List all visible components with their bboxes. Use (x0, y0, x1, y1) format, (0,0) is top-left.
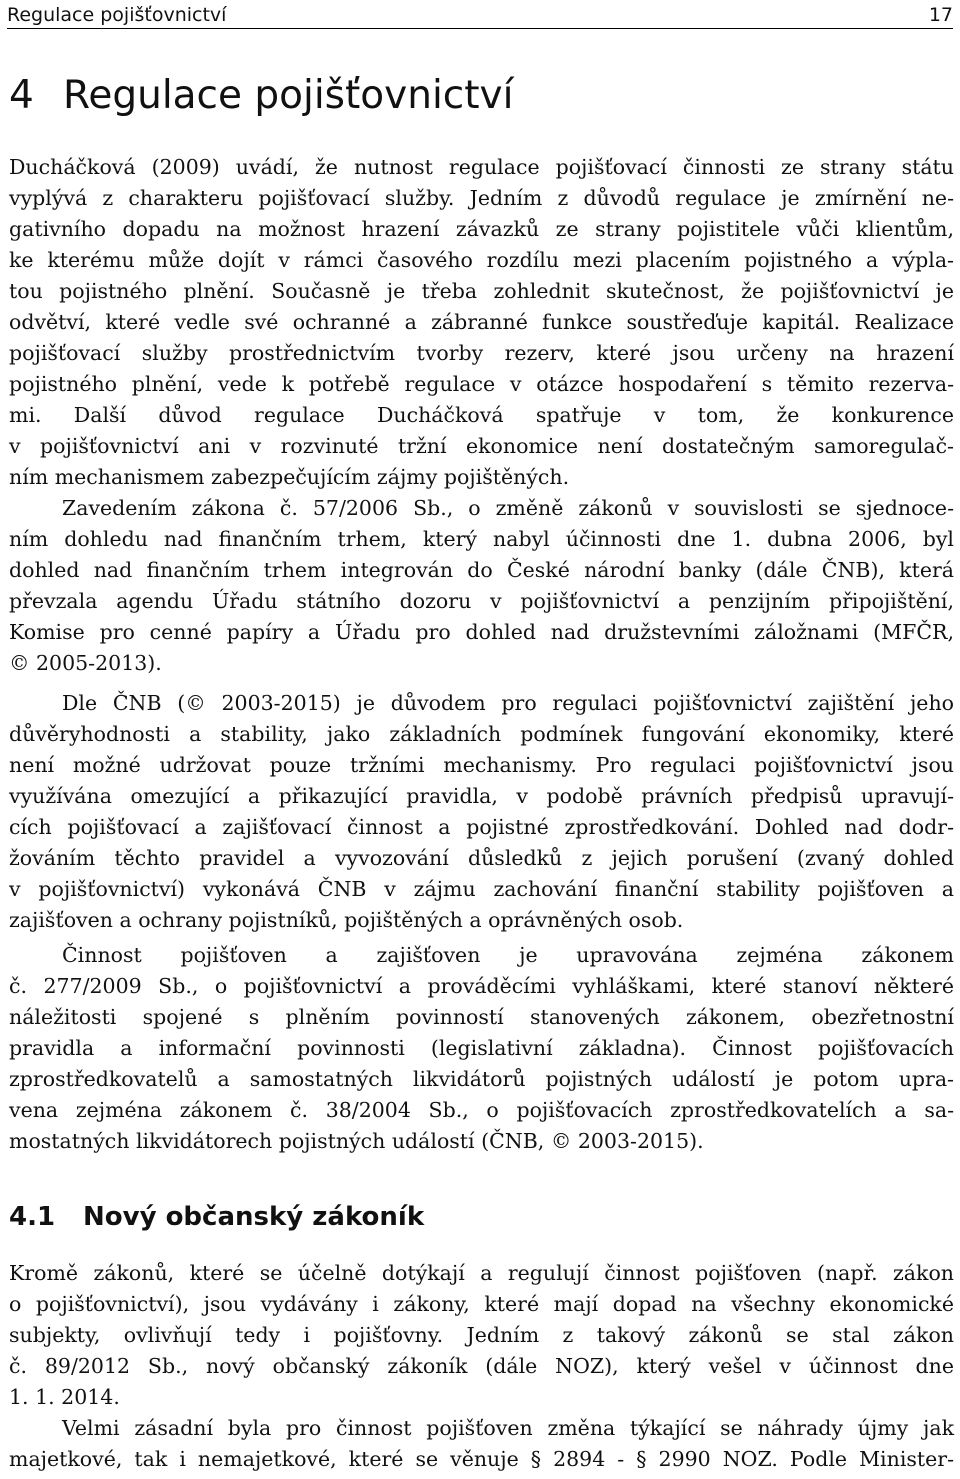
text-line: odvětví, které vedle své ochranné a zábranné funkce soustřeďuje kapitál. Realizace (9, 310, 954, 334)
text-line: náležitosti spojené s plněním povinností stanovených zákonem, obezřetnostní (9, 1005, 954, 1029)
text-line: subjekty, ovlivňují tedy i pojišťovny. Jedním z takový zákonů se stal zákon (9, 1323, 954, 1347)
running-header-title: Regulace pojišťovnictví (7, 4, 227, 26)
text-line: žováním těchto pravidel a vyvozování důsledků z jejich porušení (zvaný dohled (9, 846, 954, 870)
text-line: pojistného plnění, vede k potřebě regulace v otázce hospodaření s těmito rezerva- (9, 372, 954, 396)
text-line: majetkové, tak i nemajetkové, které se věnuje § 2894 - § 2990 NOZ. Podle Minister- (9, 1447, 954, 1471)
text-line: č. 277/2009 Sb., o pojišťovnictví a prováděcími vyhláškami, které stanoví některé (9, 974, 954, 998)
text-line: © 2005-2013). (9, 651, 162, 675)
text-line: Komise pro cenné papíry a Úřadu pro dohled nad družstevními záložnami (MFČR, (9, 620, 954, 644)
text-line: dohled nad finančním trhem integrován do České národní banky (dále ČNB), která (9, 558, 954, 582)
text-line: o pojišťovnictví), jsou vydávány i zákony, které mají dopad na všechny ekonomické (9, 1292, 954, 1316)
text-line: tou pojistného plnění. Současně je třeba zohlednit skutečnost, že pojišťovnictví je (9, 279, 954, 303)
running-header (7, 2, 953, 29)
section-title: Nový občanský zákoník (83, 1202, 425, 1232)
text-line: Zavedením zákona č. 57/2006 Sb., o změně zákonů v souvislosti se sjednoce- (62, 496, 954, 520)
text-line: vyplývá z charakteru pojišťovací služby. Jedním z důvodů regulace je zmírnění ne- (9, 186, 954, 210)
text-line: důvěryhodnosti a stability, jako základních podmínek fungování ekonomiky, které (9, 722, 954, 746)
text-line: Činnost pojišťoven a zajišťoven je upravována zejména zákonem (62, 943, 954, 967)
section-heading (9, 1197, 424, 1237)
text-line: Kromě zákonů, které se účelně dotýkají a regulují činnost pojišťoven (např. zákon (9, 1261, 954, 1285)
text-line: pravidla a informační povinnosti (legislativní základna). Činnost pojišťovacích (9, 1036, 954, 1060)
chapter-heading (9, 72, 513, 120)
text-line: mostatných likvidátorech pojistných událostí (ČNB, © 2003-2015). (9, 1129, 704, 1153)
text-line: pojišťovací služby prostřednictvím tvorby rezerv, které jsou určeny na hrazení (9, 341, 954, 365)
text-line: v pojišťovnictví ani v rozvinuté tržní ekonomice není dostatečným samoregulač- (9, 434, 954, 458)
text-line: Dle ČNB (© 2003-2015) je důvodem pro regulaci pojišťovnictví zajištění jeho (62, 691, 954, 715)
text-line: ke kterému může dojít v rámci časového rozdílu mezi placením pojistného a výpla- (9, 248, 954, 272)
text-line: č. 89/2012 Sb., nový občanský zákoník (dále NOZ), který vešel v účinnost dne (9, 1354, 954, 1378)
section-number: 4.1 (9, 1202, 56, 1232)
text-line: vena zejména zákonem č. 38/2004 Sb., o pojišťovacích zprostředkovatelích a sa- (9, 1098, 954, 1122)
page-number: 17 (928, 4, 953, 26)
text-line: Velmi zásadní byla pro činnost pojišťoven změna týkající se náhrady újmy jak (62, 1416, 954, 1440)
chapter-number: 4 (9, 73, 34, 118)
text-line: mi. Další důvod regulace Ducháčková spatřuje v tom, že konkurence (9, 403, 954, 427)
text-line: Ducháčková (2009) uvádí, že nutnost regulace pojišťovací činnosti ze strany státu (9, 155, 954, 179)
chapter-title: Regulace pojišťovnictví (63, 73, 514, 118)
text-line: není možné udržovat pouze tržními mechanismy. Pro regulaci pojišťovnictví jsou (9, 753, 954, 777)
text-line: cích pojišťovací a zajišťovací činnost a pojistné zprostředkování. Dohled nad dodr- (9, 815, 954, 839)
text-line: zajišťoven a ochrany pojistníků, pojištěných a oprávněných osob. (9, 908, 684, 932)
text-line: 1. 1. 2014. (9, 1385, 120, 1409)
text-line: ním dohledu nad finančním trhem, který nabyl účinnosti dne 1. dubna 2006, byl (9, 527, 954, 551)
text-line: převzala agendu Úřadu státního dozoru v pojišťovnictví a penzijním připojištění, (9, 589, 954, 613)
text-line: zprostředkovatelů a samostatných likvidátorů pojistných událostí je potom upra- (9, 1067, 954, 1091)
text-line: využívána omezující a přikazující pravidla, v podobě právních předpisů upravují- (9, 784, 954, 808)
text-line: gativního dopadu na možnost hrazení závazků ze strany pojistitele vůči klientům, (9, 217, 954, 241)
text-line: ním mechanismem zabezpečujícím zájmy pojištěných. (9, 465, 570, 489)
text-line: v pojišťovnictví) vykonává ČNB v zájmu zachování finanční stability pojišťoven a (9, 877, 954, 901)
